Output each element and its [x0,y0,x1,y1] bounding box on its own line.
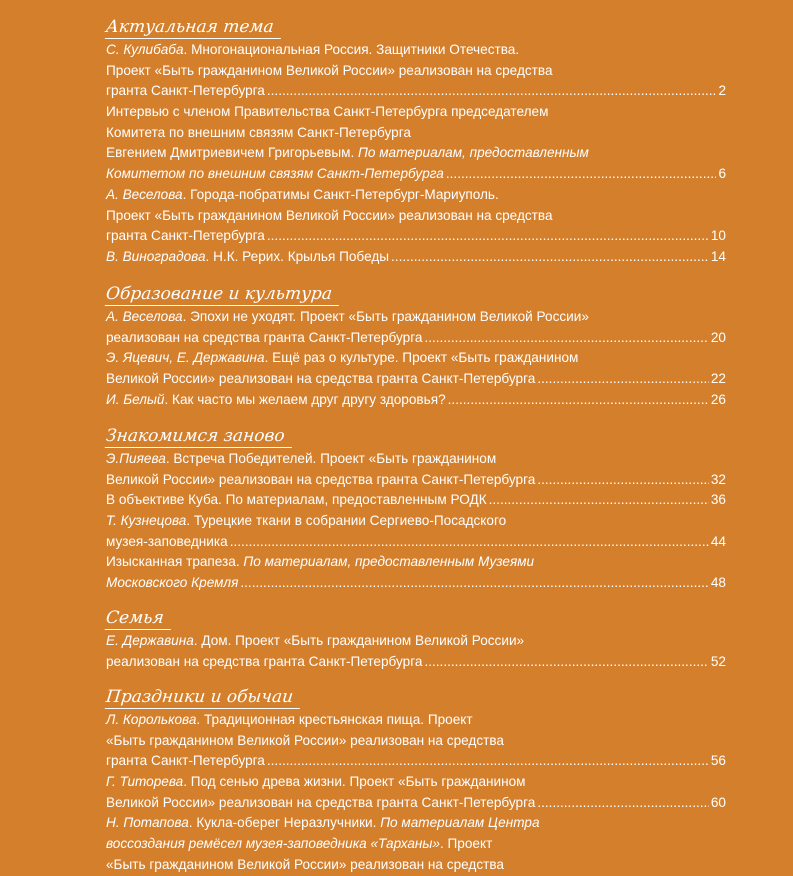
entry-title: Великой России» реализован на средства гранта Санкт-Петербурга [106,794,536,810]
section-title: Знакомимся заново [105,425,294,448]
entry-title: реализован на средства гранта Санкт-Петербурга [106,329,423,345]
entry-text [106,490,487,511]
entry-title: . Встреча Победителей. Проект «Быть гражданином [165,451,497,466]
toc-entries [106,449,726,594]
page-number: 56 [710,753,726,769]
page-number: 10 [710,228,726,244]
dot-leader [537,369,709,390]
page-number: 32 [710,471,726,487]
entry-text [106,226,265,247]
entry-source: По материалам, предоставленным Музеями [239,554,535,570]
page-number: 20 [710,329,726,345]
toc-line [106,652,726,673]
page-number: 26 [710,391,726,407]
entry-title-cont: . Проект [439,836,493,852]
toc-entries [106,307,726,410]
entry-title: «Быть гражданином Великой России» реализован на средства [106,856,504,872]
dot-leader [267,751,709,772]
toc-line [106,813,726,834]
page-number: 2 [718,83,726,99]
toc-line [106,772,726,793]
entry-text [106,61,553,82]
entry-author: А. Веселова [106,309,183,324]
dot-leader [537,470,709,491]
entry-title: гранта Санкт-Петербурга [106,83,265,99]
entry-text [106,772,526,793]
toc-line [106,449,726,470]
entry-text [106,328,422,349]
dot-leader [424,328,708,349]
toc-line [106,226,726,247]
entry-title: гранта Санкт-Петербурга [106,753,265,769]
toc-line [106,511,726,532]
toc-line [106,552,726,573]
entry-source: По материалам Центра [376,815,540,831]
entry-text [106,123,411,144]
entry-title: . Традиционная крестьянская пища. Проект [196,712,473,727]
entry-title: . Под сенью древа жизни. Проект «Быть гражданином [183,774,526,790]
toc-line [106,102,726,123]
entry-author: Э.Пияева [106,451,166,466]
toc-line [106,855,726,876]
entry-title: Комитета по внешним связям Санкт-Петербурга [106,124,411,140]
toc-line [106,328,726,349]
entry-author: Г. Титорева [106,774,184,790]
entry-text [106,532,228,553]
entry-text [106,369,535,390]
entry-title: Интервью с членом Правительства Санкт-Петербурга председателем [106,104,549,120]
page-number: 6 [718,166,726,182]
page-number: 52 [710,653,726,669]
entry-title: Проект «Быть гражданином Великой России» реализован на средства [106,207,553,223]
section-title: Актуальная тема [105,16,283,39]
entry-title: Проект «Быть гражданином Великой России» реализован на средства [106,62,553,78]
entry-title: . Кукла-оберег Неразлучники. [188,815,377,831]
entry-title: . Как часто мы желаем друг другу здоровья? [164,391,446,407]
dot-leader [489,490,709,511]
toc-line [106,40,726,61]
dot-leader [537,793,709,814]
toc-line [106,710,726,731]
entry-title: . Н.К. Рерих. Крылья Победы [205,248,390,264]
toc-line [106,123,726,144]
entry-text [106,449,496,470]
entry-text [106,307,589,328]
entry-author: И. Белый [106,391,165,407]
entry-text [106,834,492,855]
entry-title: В объективе Куба. По материалам, предоставленным РОДК [106,492,487,508]
page-number: 48 [710,575,726,591]
entry-text [106,206,553,227]
entry-text [106,751,265,772]
dot-leader [424,652,708,673]
entry-text [106,652,422,673]
entry-title: . Многонациональная Россия. Защитники Отечества. [183,42,520,57]
toc-line [106,348,726,369]
entry-text [106,552,534,573]
toc-line [106,185,726,206]
entry-text [106,348,578,369]
entry-title: . Ещё раз о культуре. Проект «Быть гражданином [264,350,579,366]
toc-line [106,307,726,328]
entry-title: гранта Санкт-Петербурга [106,228,265,244]
entry-title: . Турецкие ткани в собрании Сергиево-Посадского [186,513,507,529]
entry-title: музея-заповедника [106,533,228,549]
entry-author: Е. Державина [106,633,194,648]
entry-author: Н. Потапова [106,815,189,831]
entry-text [106,390,446,411]
entry-author: Л. Королькова [106,712,197,727]
entry-title: Великой России» реализован на средства гранта Санкт-Петербурга [106,471,536,487]
toc-line [106,532,726,553]
entry-title: Изысканная трапеза. [106,554,240,570]
entry-author: А. Веселова [106,186,183,202]
section-holidays-customs [106,686,726,876]
toc-line [106,631,726,652]
entry-source: воссоздания ремёсел музея-заповедника «Тарханы» [106,836,440,852]
entry-title: реализован на средства гранта Санкт-Петербурга [106,653,423,669]
toc-entries [106,631,726,672]
page-number: 44 [710,533,726,549]
page-number: 22 [710,371,726,387]
page-number: 14 [710,248,726,264]
toc-line [106,751,726,772]
entry-title: «Быть гражданином Великой России» реализован на средства [106,732,504,748]
toc-line [106,834,726,855]
toc-line [106,793,726,814]
toc-line [106,81,726,102]
toc-line [106,206,726,227]
section-title: Образование и культура [105,283,341,306]
entry-text [106,164,444,185]
dot-leader [267,226,709,247]
toc-line [106,61,726,82]
entry-text [106,710,473,731]
toc-line [106,369,726,390]
toc-line [106,390,726,411]
entry-text [106,185,499,206]
toc-line [106,573,726,594]
entry-title: . Эпохи не уходят. Проект «Быть гражданином Великой России» [182,309,589,324]
entry-source: Московского Кремля [106,575,239,591]
entry-text [106,40,519,61]
entry-author: В. Виноградова [106,248,206,264]
entry-text [106,631,524,652]
toc-line [106,731,726,752]
entry-source: По материалам, предоставленным [354,145,589,161]
entry-text [106,143,589,164]
entry-title: Евгением Дмитриевичем Григорьевым. [106,145,355,161]
dot-leader [267,81,717,102]
dot-leader [446,164,717,185]
section-title: Семья [105,607,173,630]
entry-text [106,813,540,834]
entry-text [106,247,389,268]
entry-text [106,573,238,594]
entry-source: Комитетом по внешним связям Санкт-Петербурга [106,166,444,182]
dot-leader [240,573,709,594]
section-getting-acquainted [106,425,726,594]
section-family [106,607,726,672]
toc-line [106,490,726,511]
toc-entries [106,40,726,268]
toc-line [106,143,726,164]
section-title: Праздники и обычаи [105,686,302,709]
entry-text [106,81,265,102]
entry-text [106,855,504,876]
entry-text [106,102,548,123]
toc-entries [106,710,726,876]
dot-leader [230,532,709,553]
entry-title: . Города-побратимы Санкт-Петербург-Мариуполь. [182,186,499,202]
entry-text [106,793,535,814]
dot-leader [448,390,709,411]
page-number: 36 [710,492,726,508]
page-number: 60 [710,794,726,810]
entry-author: Э. Яцевич, Е. Державина [106,350,265,366]
toc-line [106,470,726,491]
entry-text [106,470,535,491]
toc-line [106,247,726,268]
entry-title: Великой России» реализован на средства гранта Санкт-Петербурга [106,371,536,387]
section-actual-topic [106,16,726,268]
entry-text [106,511,506,532]
entry-author: Т. Кузнецова [106,513,187,529]
toc-line [106,164,726,185]
section-education-culture [106,283,726,410]
entry-author: С. Кулибаба [106,42,184,57]
entry-text [106,731,504,752]
dot-leader [391,247,709,268]
entry-title: . Дом. Проект «Быть гражданином Великой России» [193,633,525,648]
